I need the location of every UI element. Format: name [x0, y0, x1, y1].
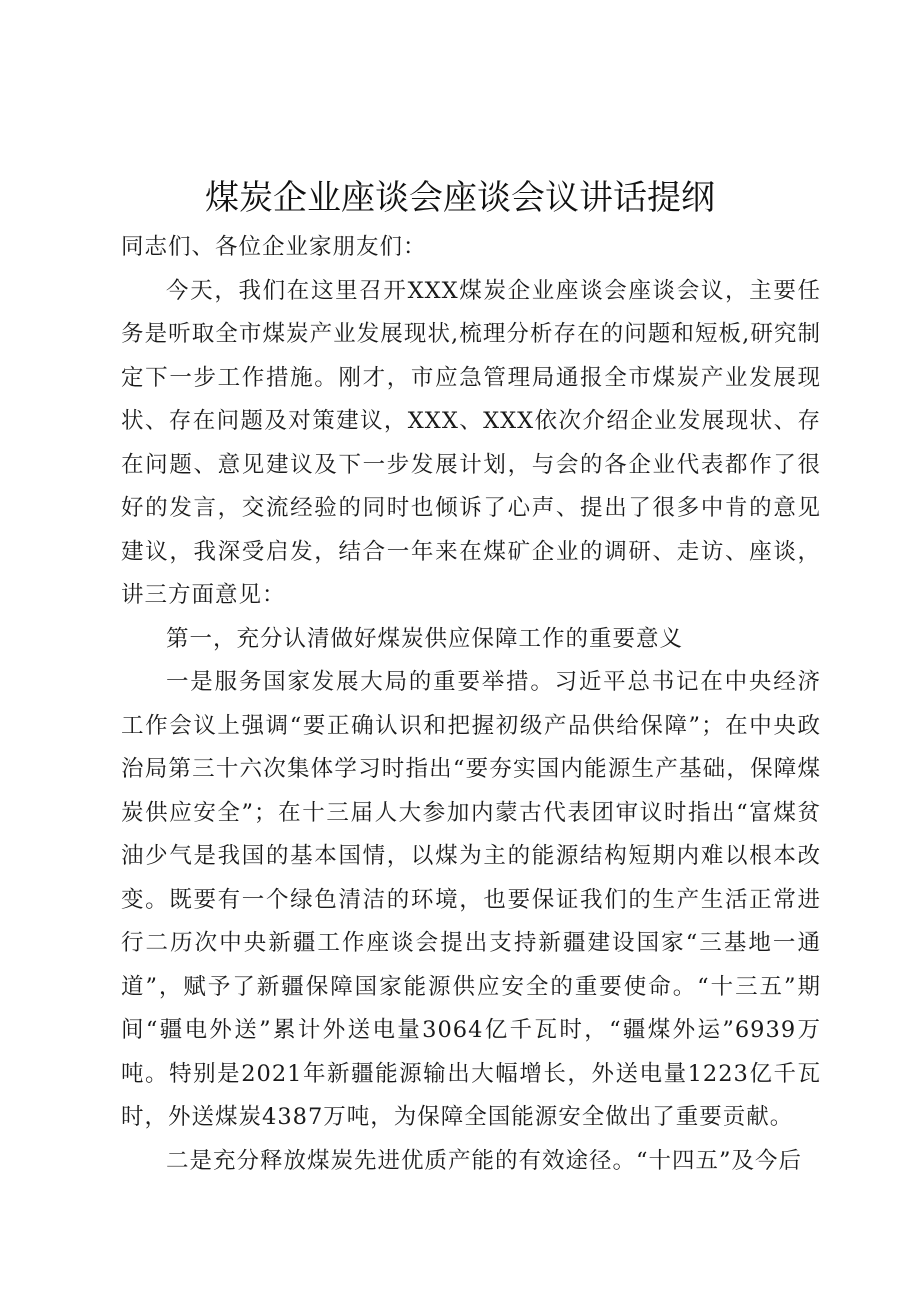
document-body	[121, 226, 821, 1183]
salutation: 同志们、各位企业家朋友们：	[121, 234, 427, 260]
section-heading-first: 第一，充分认清做好煤炭供应保障工作的重要意义	[166, 625, 684, 652]
paragraph-opening: 今天，我们在这里召开XXX煤炭企业座谈会座谈会议，主要任务是听取全市煤炭产业发展现状,梳理分析存在的问题和短板,研究制定下一步工作措施。刚才，市应急管理局通报全市煤炭产业发展现状、存在问题及对策建议，XXX、XXX依次介绍企业发展现状、存在问题、意见建议及下一步发展计划，与会的各企业代表都作了很好的发言，交流经验的同时也倾诉了心声、提出了很多中肯的意见建议，我深受启发，结合一年来在煤矿企业的调研、走访、座谈，讲三方面意见：	[121, 277, 821, 608]
document-title: 煤炭企业座谈会座谈会议讲话提纲	[205, 178, 715, 218]
paragraph-point-one: 一是服务国家发展大局的重要举措。习近平总书记在中央经济工作会议上强调“要正确认识和把握初级产品供给保障”；在中央政治局第三十六次集体学习时指出“要夯实国内能源生产基础，保障煤炭供应安全”；在十三届人大参加内蒙古代表团审议时指出“富煤贫油少气是我国的基本国情，以煤为主的能源结构短期内难以根本改变。既要有一个绿色清洁的环境，也要保证我们的生产生活正常进行二历次中央新疆工作座谈会提出支持新疆建设国家“三基地一通道”，赋予了新疆保障国家能源供应安全的重要使命。“十三五”期间“疆电外送”累计外送电量3064亿千瓦时，“疆煤外运”6939万吨。特别是2021年新疆能源输出大幅增长，外送电量1223亿千瓦时，外送煤炭4387万吨，为保障全国能源安全做出了重要贡献。	[121, 669, 821, 1130]
paragraph-point-two: 二是充分释放煤炭先进优质产能的有效途径。“十四五”及今后	[166, 1147, 803, 1174]
